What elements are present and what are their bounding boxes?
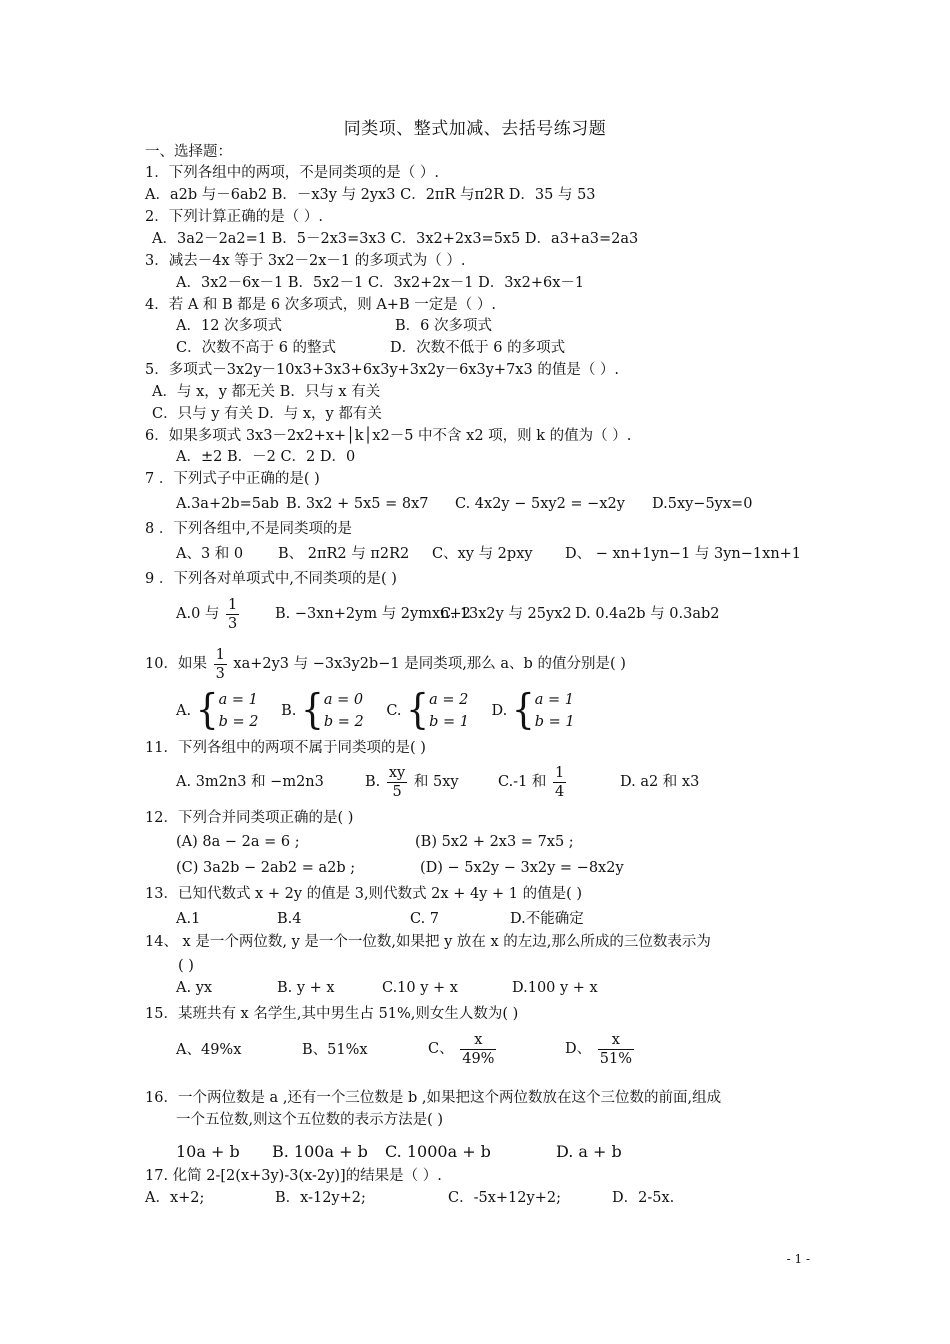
question-4-option-c: C．次数不高于 6 的整式 <box>176 340 337 356</box>
question-8-option-c: C、xy 与 2pxy <box>432 546 533 562</box>
question-16-option-d: D. a + b <box>556 1142 622 1161</box>
question-2: 2．下列计算正确的是（ ）. <box>145 209 323 225</box>
question-4: 4．若 A 和 B 都是 6 次多项式，则 A+B 一定是（ ）. <box>145 297 496 313</box>
question-14-blank: ( ) <box>178 958 194 974</box>
question-14-option-a: A. yx <box>176 980 213 996</box>
question-9-option-d: D. 0.4a2b 与 0.3ab2 <box>575 606 720 622</box>
question-8-option-d: D、 − xn+1yn−1 与 3yn−1xn+1 <box>565 546 802 562</box>
question-12-option-b: (B) 5x2 + 2x3 = 7x5 ; <box>415 834 574 850</box>
question-16-continued: 一个五位数,则这个五位数的表示方法是( ) <box>176 1112 444 1128</box>
question-3-options: A．3x2－6x－1 B．5x2－1 C．3x2+2x－1 D．3x2+6x－1 <box>176 275 585 291</box>
question-14: 14、 x 是一个两位数, y 是一个一位数,如果把 y 放在 x 的左边,那么所成的三位数表示为 <box>145 934 711 950</box>
question-8-option-a: A、3 和 0 <box>176 546 244 562</box>
question-14-option-b: B. y + x <box>277 980 335 996</box>
question-7: 7 ．下列式子中正确的是( ) <box>145 471 320 487</box>
fraction-one-third: $\frac{1}{3}$ <box>215 646 225 682</box>
question-4-option-b: B．6 次多项式 <box>395 318 492 334</box>
question-2-options: A．3a2－2a2=1 B．5－2x3=3x3 C．3x2+2x3=5x5 D．a3+a3=2a3 <box>152 231 639 247</box>
system-a: {a = 1 b = 2 <box>195 686 259 734</box>
question-6-options: A．±2 B．－2 C．2 D．0 <box>176 449 356 465</box>
question-17-option-b: B．x-12y+2; <box>275 1190 366 1206</box>
system-d: {a = 1 b = 1 <box>511 686 575 734</box>
section-heading: 一、选择题： <box>145 144 232 160</box>
question-15: 15．某班共有 x 名学生,其中男生占 51%,则女生人数为( ) <box>145 1006 519 1022</box>
question-15-option-a: A、49%x <box>176 1042 242 1058</box>
system-b: {a = 0 b = 2 <box>300 686 364 734</box>
question-13-option-d: D.不能确定 <box>510 911 584 927</box>
page-title: 同类项、整式加减、去括号练习题 <box>343 119 607 139</box>
question-8: 8 ．下列各组中,不是同类项的是 <box>145 521 352 537</box>
question-7-option-b: B. 3x2 + 5x5 = 8x7 <box>286 496 429 512</box>
question-12-option-d: (D) − 5x2y − 3x2y = −8x2y <box>420 860 624 876</box>
question-16: 16．一个两位数是 a ,还有一个三位数是 b ,如果把这个两位数放在这个三位数的前面,组成 <box>145 1090 722 1106</box>
question-5: 5．多项式－3x2y－10x3+3x3+6x3y+3x2y－6x3y+7x3 的值是（ ）. <box>145 362 620 378</box>
question-10-options: A. {a = 1 b = 2 B. {a = 0 b = 2 C. {a = 2 b = 1 D. {a = 1 b = 1 <box>176 686 575 734</box>
question-12-option-c: (C) 3a2b − 2ab2 = a2b ; <box>176 860 356 876</box>
page-number: - 1 - <box>786 1252 810 1266</box>
fraction-xy-over-5: $\frac{xy}{5}$ <box>388 764 406 800</box>
question-11-option-b: B. $\frac{xy}{5}$ 和 5xy <box>365 764 459 800</box>
question-12-option-a: (A) 8a − 2a = 6 ; <box>176 834 300 850</box>
question-4-option-d: D．次数不低于 6 的多项式 <box>390 340 566 356</box>
question-5-options-cd: C．只与 y 有关 D．与 x，y 都有关 <box>152 406 382 422</box>
question-6: 6．如果多项式 3x3－2x2+x+│k│x2－5 中不含 x2 项，则 k 的值为（ ）. <box>145 428 632 444</box>
fraction-x-over-51-percent: $\frac{x}{51\%}$ <box>599 1031 632 1067</box>
system-c: {a = 2 b = 1 <box>406 686 469 734</box>
question-16-option-a: 10a + b <box>176 1142 240 1161</box>
question-13-option-c: C. 7 <box>410 911 440 927</box>
question-7-option-d: D.5xy−5yx=0 <box>652 496 753 512</box>
question-7-option-a: A.3a+2b=5ab <box>176 496 279 512</box>
question-1: 1．下列各组中的两项，不是同类项的是（ ）. <box>145 165 439 181</box>
fraction-one-quarter: $\frac{1}{4}$ <box>555 764 565 800</box>
question-9: 9 ．下列各对单项式中,不同类项的是( ) <box>145 571 397 587</box>
question-3: 3．减去－4x 等于 3x2－2x－1 的多项式为（ ）. <box>145 253 466 269</box>
question-11-option-a: A. 3m2n3 和 −m2n3 <box>176 774 324 790</box>
question-4-option-a: A．12 次多项式 <box>176 318 283 334</box>
question-9-option-b: B. −3xn+2ym 与 2ymxn+2 <box>275 606 471 622</box>
question-13-option-b: B.4 <box>277 911 302 927</box>
question-17-option-d: D．2-5x. <box>612 1190 675 1206</box>
question-5-options-ab: A．与 x，y 都无关 B．只与 x 有关 <box>152 384 381 400</box>
question-14-option-d: D.100 y + x <box>512 980 598 996</box>
question-11-option-c: C.-1 和 $\frac{1}{4}$ <box>498 764 565 800</box>
question-15-option-b: B、51%x <box>302 1042 368 1058</box>
question-12: 12．下列合并同类项正确的是( ) <box>145 810 354 826</box>
question-10: 10．如果 $\frac{1}{3}$ xa+2y3 与 −3x3y2b−1 是同类项,那么 a、b 的值分别是( ) <box>145 646 626 682</box>
question-8-option-b: B、 2πR2 与 π2R2 <box>278 546 410 562</box>
question-15-option-d: D、 $\frac{x}{51\%}$ <box>565 1031 632 1067</box>
question-13: 13．已知代数式 x + 2y 的值是 3,则代数式 2x + 4y + 1 的值是( ) <box>145 886 582 902</box>
question-9-option-a: A.0 与 $\frac{1}{3}$ <box>176 596 238 632</box>
question-11: 11．下列各组中的两项不属于同类项的是( ) <box>145 740 426 756</box>
question-7-option-c: C. 4x2y − 5xy2 = −x2y <box>455 496 625 512</box>
question-17-option-a: A．x+2; <box>145 1190 205 1206</box>
question-13-option-a: A.1 <box>176 911 201 927</box>
question-16-option-c: C. 1000a + b <box>385 1142 491 1161</box>
question-15-option-c: C、 $\frac{x}{49\%}$ <box>428 1031 495 1067</box>
question-16-option-b: B. 100a + b <box>272 1142 368 1161</box>
question-17-option-c: C．-5x+12y+2; <box>448 1190 561 1206</box>
question-11-option-d: D. a2 和 x3 <box>620 774 700 790</box>
question-9-option-c: C. 13x2y 与 25yx2 <box>440 606 572 622</box>
fraction-x-over-49-percent: $\frac{x}{49\%}$ <box>462 1031 495 1067</box>
question-1-options: A．a2b 与－6ab2 B．－x3y 与 2yx3 C．2πR 与π2R D．35 与 53 <box>145 187 596 203</box>
question-14-option-c: C.10 y + x <box>382 980 458 996</box>
fraction-one-third: $\frac{1}{3}$ <box>228 596 238 632</box>
question-17: 17. 化简 2-[2(x+3y)-3(x-2y)]的结果是（ ）. <box>145 1168 442 1184</box>
